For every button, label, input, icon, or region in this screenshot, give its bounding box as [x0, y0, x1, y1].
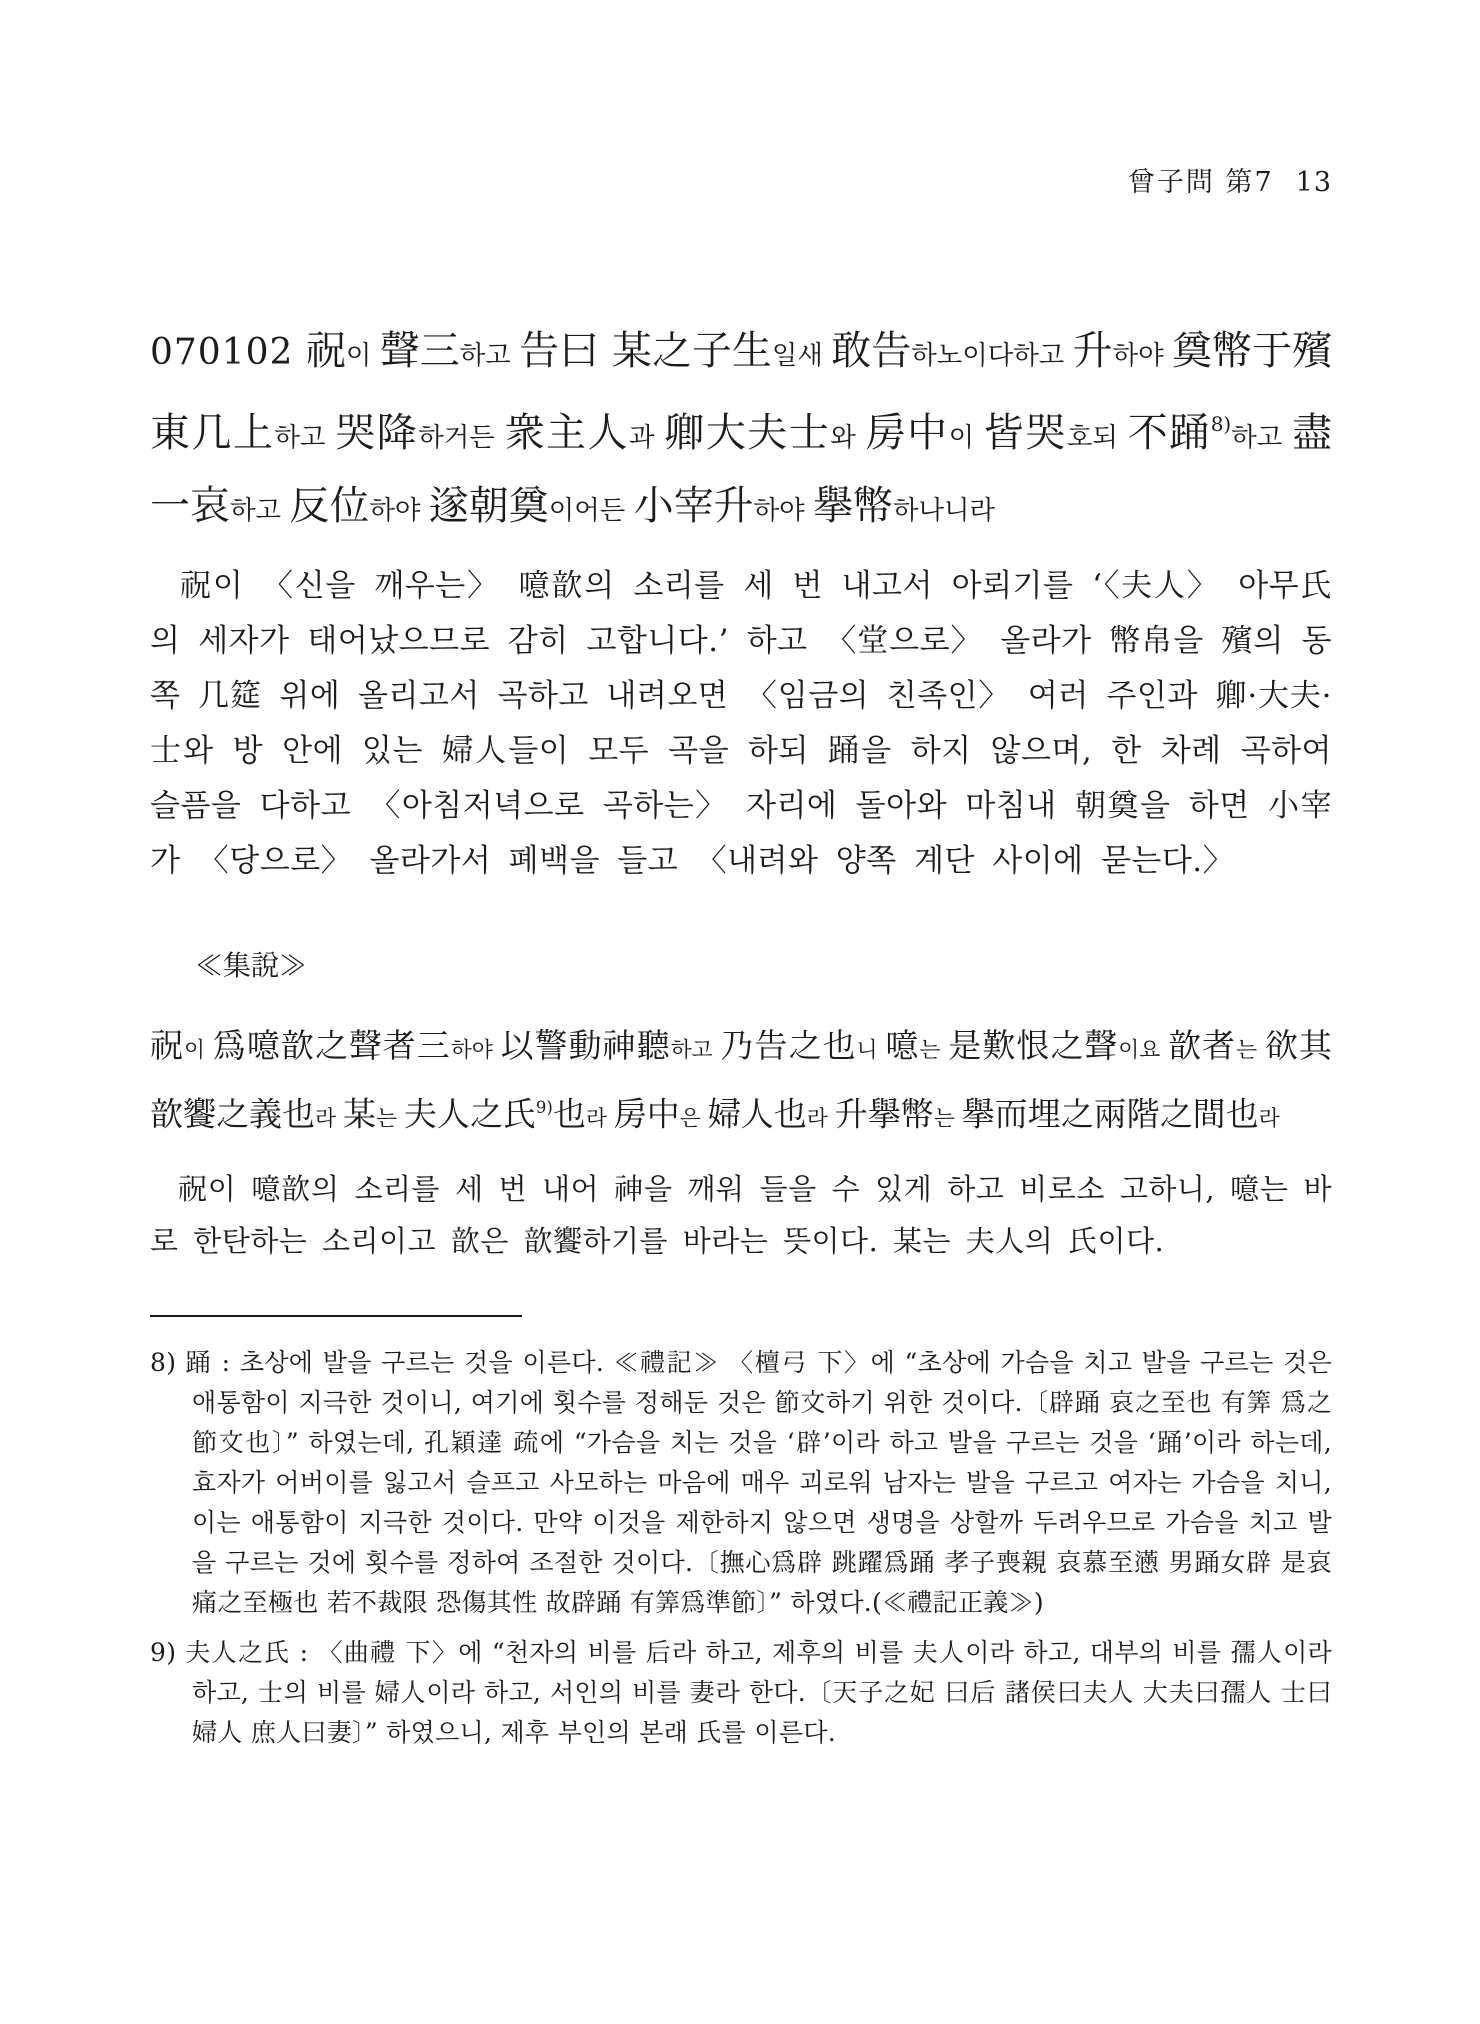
footnote-text: 夫人之氏 : 〈曲禮 下〉에 “천자의 비를 后라 하고, 제후의 비를 夫人이라 하고, 대부의 비를 孺人이라 하고, 士의 비를 婦人이라 하고, 서인의 비를 妻라 한다.〔天子之妃 曰后 諸侯曰夫人 大夫曰孺人 士曰婦人 庶人曰妻〕” 하였으니, 제후 부인의 본래 氏를 이른다.	[184, 1638, 1332, 1748]
text-segment: 이	[948, 422, 984, 453]
text-segment: 하고	[1231, 422, 1293, 453]
text-segment: 夫人之氏	[403, 1094, 536, 1134]
text-segment: 라	[585, 1106, 614, 1132]
text-segment: 乃告之也	[720, 1026, 857, 1065]
text-segment: 升	[1072, 328, 1113, 374]
text-segment: 이	[345, 340, 380, 371]
running-title: 曾子問 第7	[1127, 167, 1274, 198]
text-segment: 하야	[1112, 340, 1173, 371]
text-segment: 不踊	[1127, 410, 1211, 456]
text-segment: 皆哭	[983, 410, 1067, 456]
text-segment: 는	[1236, 1038, 1266, 1063]
text-segment: 하야	[753, 495, 814, 526]
text-segment: 이어든	[548, 495, 634, 526]
text-segment: 以警動神聽	[500, 1026, 671, 1065]
text-segment: 이요	[1118, 1038, 1169, 1063]
text-segment: 와	[830, 422, 866, 453]
text-segment: 는	[933, 1106, 962, 1132]
text-segment: 反位	[289, 483, 370, 529]
text-segment: 라	[1258, 1106, 1280, 1132]
text-segment: 과	[629, 422, 665, 453]
text-segment: 일새	[771, 340, 832, 371]
text-segment: 也	[552, 1094, 586, 1134]
footnote-number: 8)	[150, 1348, 177, 1378]
text-segment: 라	[315, 1106, 343, 1132]
text-segment: 擧幣	[813, 483, 894, 529]
text-segment: 9)	[535, 1098, 553, 1117]
text-segment: 하야	[450, 1038, 501, 1063]
text-segment: 婦人也	[707, 1094, 807, 1134]
text-segment: 是歎恨之聲	[948, 1026, 1119, 1065]
jipseol-heading: ≪集說≫	[195, 949, 308, 982]
text-segment: 告曰 某之子生	[519, 328, 772, 374]
text-segment: 升擧幣	[834, 1094, 934, 1134]
text-segment: 8)	[1210, 412, 1232, 436]
text-segment: 하고	[274, 422, 336, 453]
footnote-number: 9)	[150, 1638, 177, 1668]
original-classical-text	[150, 317, 1332, 545]
text-segment: 호되	[1066, 422, 1128, 453]
text-segment: 祝	[305, 328, 346, 374]
text-segment: 하야	[369, 495, 429, 526]
text-segment: 卿大夫士	[664, 410, 831, 456]
text-segment: 라	[806, 1106, 835, 1132]
text-segment: 祝	[150, 1026, 184, 1065]
footnotes-section	[150, 1343, 1332, 1753]
text-segment: 衆主人	[504, 410, 629, 456]
text-segment: 遂朝奠	[428, 483, 549, 529]
text-segment: 盡一哀	[150, 410, 1333, 529]
footnote-separator	[150, 1315, 522, 1317]
text-segment: 하나니라	[893, 495, 996, 526]
text-segment: 070102	[150, 332, 306, 373]
footnote-9	[150, 1633, 1332, 1753]
page-number: 13	[1295, 167, 1332, 198]
jipseol-translation-paragraph: 祝이 噫歆의 소리를 세 번 내어 神을 깨워 들을 수 있게 하고 비로소 고하니, 噫는 바로 한탄하는 소리이고 歆은 歆饗하기를 바라는 뜻이다. 某는 夫人의 氏이다.	[150, 1172, 1332, 1259]
text-segment: 하고	[670, 1038, 721, 1063]
text-segment: 奠幣于殯東几上	[150, 328, 1333, 456]
text-segment: 하고	[230, 495, 290, 526]
text-segment: 爲噫歆之聲者三	[212, 1026, 451, 1065]
text-segment: 房中	[613, 1094, 680, 1134]
footnote-8	[150, 1343, 1332, 1623]
text-segment: 는	[375, 1106, 404, 1132]
text-segment: 欲其歆饗之義也	[150, 1026, 1333, 1134]
text-segment: 哭降	[335, 410, 419, 456]
text-segment: 는	[919, 1038, 949, 1063]
page-header	[150, 165, 1332, 201]
text-segment: 은	[679, 1106, 708, 1132]
text-segment: 擧而埋之兩階之間也	[961, 1094, 1259, 1134]
text-segment: 小宰升	[633, 483, 754, 529]
footnote-text: 踊 : 초상에 발을 구르는 것을 이른다. ≪禮記≫ 〈檀弓 下〉에 “초상에 가슴을 치고 발을 구르는 것은 애통함이 지극한 것이니, 여기에 횟수를 정해둔 것은 節文하기 위한 것이다.〔辟踊 哀之至也 有筭 爲之節文也〕” 하였는데, 孔穎達 疏에 “가슴을 치는 것을 ‘辟’이라 하고 발을 구르는 것을 ‘踊’이라 하는데, 효자가 어버이를 잃고서 슬프고 사모하는 마음에 매우 괴로워 남자는 발을 구르고 여자는 가슴을 치니, 이는 애통함이 지극한 것이다. 만약 이것을 제한하지 않으면 생명을 상할까 두려우므로 가슴을 치고 발을 구르는 것에 횟수를 정하여 조절한 것이다.〔撫心爲辟 跳躍爲踊 孝子喪親 哀慕至懣 男踊女辟 是哀痛之至極也 若不裁限 恐傷其性 故辟踊 有筭爲準節〕” 하였다.(≪禮記正義≫)	[184, 1348, 1332, 1618]
text-segment: 하고	[459, 340, 520, 371]
text-segment: 이	[183, 1038, 213, 1063]
translation-paragraph: 祝이 〈신을 깨우는〉 噫歆의 소리를 세 번 내고서 아뢰기를 ‘〈夫人〉 아무氏의 세자가 태어났으므로 감히 고합니다.’ 하고 〈堂으로〉 올라가 幣帛을 殯의 동쪽 几筵 위에 올리고서 곡하고 내려오면 〈임금의 친족인〉 여러 주인과 卿·大夫·士와 방 안에 있는 婦人들이 모두 곡을 하되 踊을 하지 않으며, 한 차례 곡하여 슬픔을 다하고 〈아침저녁으로 곡하는〉 자리에 돌아와 마침내 朝奠을 하면 小宰가 〈당으로〉 올라가서 폐백을 들고 〈내려와 양쪽 계단 사이에 묻는다.〉	[150, 568, 1332, 879]
text-segment: 某	[342, 1094, 376, 1134]
text-segment: 니	[856, 1038, 886, 1063]
text-segment: 噫	[885, 1026, 920, 1065]
text-segment: 하거든	[418, 422, 505, 453]
text-segment: 하노이다하고	[911, 340, 1073, 371]
text-segment: 聲三	[379, 328, 460, 374]
text-segment: 敢告	[831, 328, 912, 374]
text-segment: 歆者	[1168, 1026, 1237, 1065]
jipseol-commentary-text	[150, 1017, 1332, 1147]
text-segment: 房中	[865, 410, 949, 456]
